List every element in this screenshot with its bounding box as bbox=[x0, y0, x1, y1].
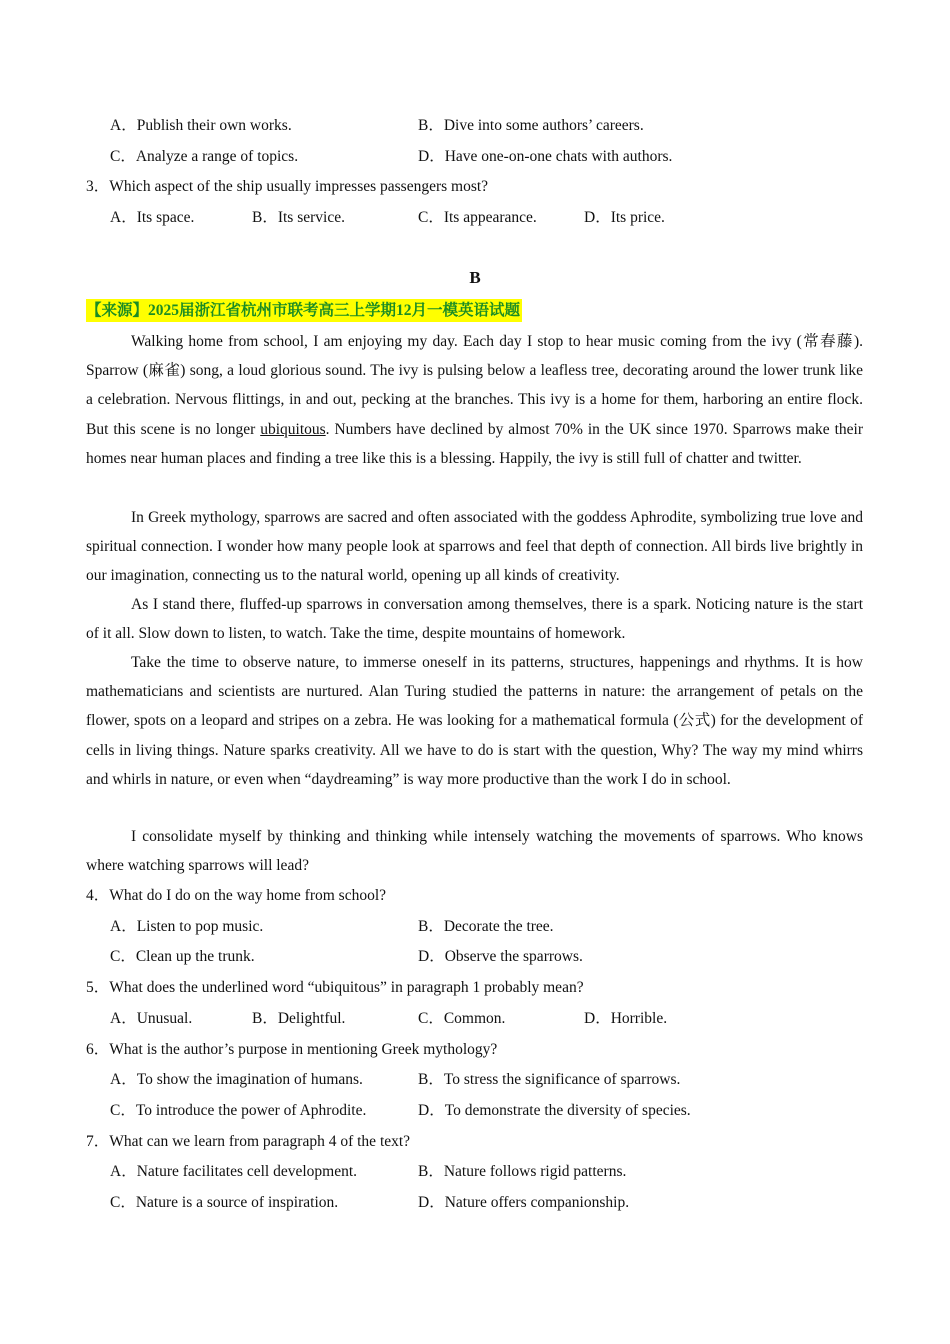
q3-option-c: C．Its appearance. bbox=[418, 209, 537, 226]
q4-option-b: B．Decorate the tree. bbox=[418, 918, 554, 935]
passage-paragraph-5: I consolidate myself by thinking and thinking while intensely watching the movements of sparrows. Who knows where watching sparrows will lead? bbox=[86, 828, 863, 875]
q4-option-c: C．Clean up the trunk. bbox=[110, 948, 255, 965]
section-heading: B bbox=[469, 268, 481, 287]
q7-option-c: C．Nature is a source of inspiration. bbox=[110, 1194, 339, 1211]
q4-stem: 4．What do I do on the way home from school? bbox=[86, 887, 387, 904]
q3-option-d: D．Its price. bbox=[584, 209, 665, 226]
q2-option-c: C．Analyze a range of topics. bbox=[110, 148, 299, 165]
q7-option-b: B．Nature follows rigid patterns. bbox=[418, 1163, 627, 1180]
q3-stem: 3．Which aspect of the ship usually impresses passengers most? bbox=[86, 178, 489, 195]
underlined-word: ubiquitous bbox=[260, 420, 326, 438]
q2-option-a: A．Publish their own works. bbox=[110, 117, 292, 134]
q6-option-d: D．To demonstrate the diversity of species. bbox=[418, 1102, 691, 1119]
q7-option-d: D．Nature offers companionship. bbox=[418, 1194, 630, 1211]
q6-option-b: B．To stress the significance of sparrows. bbox=[418, 1071, 681, 1088]
q5-option-a: A．Unusual. bbox=[110, 1010, 193, 1027]
q4-option-d: D．Observe the sparrows. bbox=[418, 948, 583, 965]
q6-option-c: C．To introduce the power of Aphrodite. bbox=[110, 1102, 367, 1119]
q5-option-c: C．Common. bbox=[418, 1010, 506, 1027]
passage-paragraph-4: Take the time to observe nature, to immerse oneself in its patterns, structures, happenings and rhythms. It is how mathematicians and scientists are nurtured. Alan Turing studied the patterns in nature: the arrangement of petals on the flower, spots on a leopard and stripes on a zebra. He was looking for a mathematical formula (公式) for the development of cells in living things. Nature sparks creativity. All we have to do is start with the question, Why? The way my mind whirrs and whirls in nature, or even when “daydreaming” is way more productive than the work I do in school. bbox=[86, 654, 863, 788]
q7-option-a: A．Nature facilitates cell development. bbox=[110, 1163, 358, 1180]
q5-option-b: B．Delightful. bbox=[252, 1010, 346, 1027]
passage-paragraph-1: Walking home from school, I am enjoying my day. Each day I stop to hear music coming from the ivy (常春藤). Sparrow (麻雀) song, a loud glorious sound. The ivy is pulsing below a leafless tree, decorating around the lower trunk like a celebration. Nervous flittings, in and out, pecking at the branches. This ivy is a home for them, harboring an entire flock. But this scene is no longer ubiquitous. Numbers have declined by almost 70% in the UK since 1970. Sparrows make their homes near human places and finding a tree like this is a blessing. Happily, the ivy is still full of chatter and twitter. bbox=[86, 333, 863, 467]
q6-option-a: A．To show the imagination of humans. bbox=[110, 1071, 363, 1088]
q3-option-b: B．Its service. bbox=[252, 209, 345, 226]
q3-option-a: A．Its space. bbox=[110, 209, 195, 226]
q6-stem: 6．What is the author’s purpose in mentioning Greek mythology? bbox=[86, 1041, 498, 1058]
q7-stem: 7．What can we learn from paragraph 4 of the text? bbox=[86, 1133, 411, 1150]
q2-option-d: D．Have one-on-one chats with authors. bbox=[418, 148, 673, 165]
q4-option-a: A．Listen to pop music. bbox=[110, 918, 264, 935]
passage-paragraph-2: In Greek mythology, sparrows are sacred and often associated with the goddess Aphrodite, symbolizing true love and spiritual connection. I wonder how many people look at sparrows and feel that depth of connection. All birds live brightly in our imagination, connecting us to the natural world, opening up all kinds of creativity. bbox=[86, 509, 863, 585]
q5-option-d: D．Horrible. bbox=[584, 1010, 668, 1027]
source-label: 【来源】2025届浙江省杭州市联考高三上学期12月一模英语试题 bbox=[86, 299, 522, 322]
q2-option-b: B．Dive into some authors’ careers. bbox=[418, 117, 644, 134]
passage-paragraph-3: As I stand there, fluffed-up sparrows in conversation among themselves, there is a spark. Noticing nature is the start of it all. Slow down to listen, to watch. Take the time, despite mountains of homework. bbox=[86, 596, 863, 643]
q5-stem: 5．What does the underlined word “ubiquitous” in paragraph 1 probably mean? bbox=[86, 979, 584, 996]
